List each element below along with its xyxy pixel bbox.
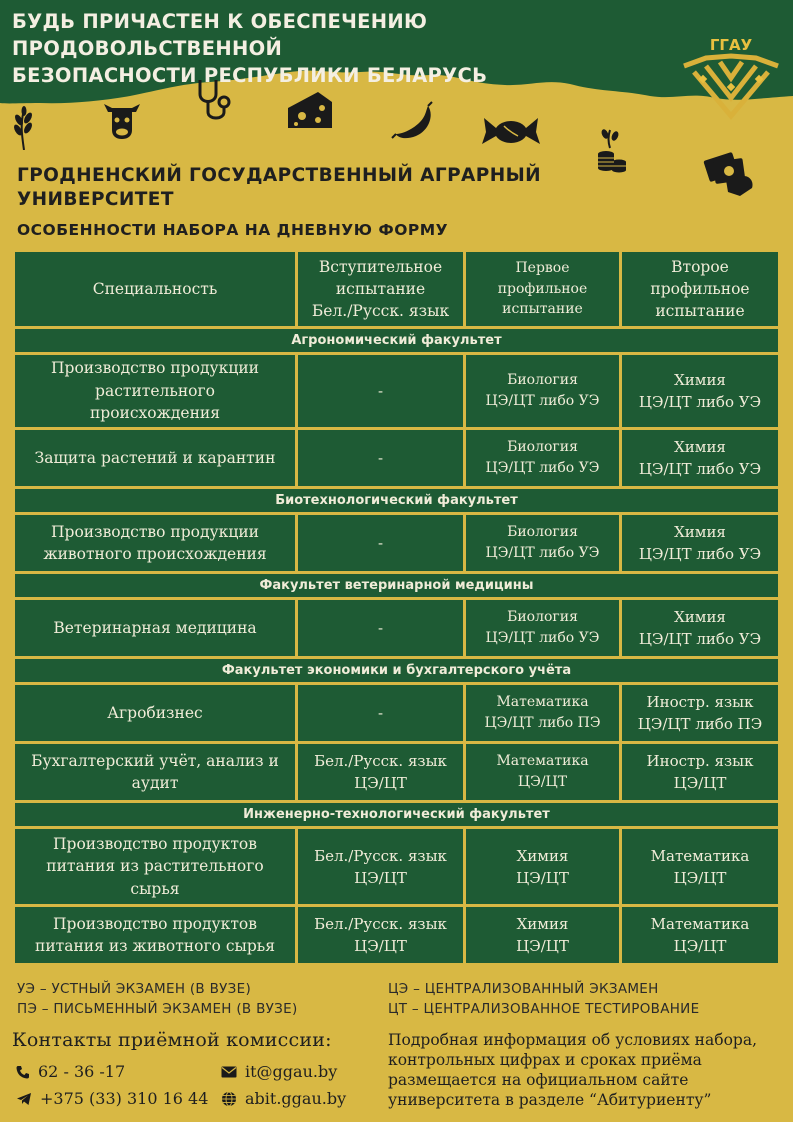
specialty-cell [15,515,295,571]
faculty-agronomy: Агрономический факультет [15,329,778,352]
first-exam-cell [466,600,619,656]
exam-form: ЦЭ/ЦТ [516,937,569,955]
exam-subject: Математика [496,694,589,710]
exam-subject: Биология [507,372,578,388]
exam-form: ЦЭ/ЦТ [673,774,727,792]
entrance-cell: - [298,430,463,486]
exam-subject: Математика [650,846,750,865]
cheese-icon [284,88,336,134]
table-row [15,744,778,800]
exam-subject: Математика [650,915,750,933]
logo-text: ГГАУ [709,36,753,54]
exam-subject: Химия [674,438,726,456]
admission-table [12,249,781,966]
table-row [15,355,778,427]
faculty-engineering: Инженерно-технологический факультет [15,803,778,826]
exam-subject: Химия [516,846,569,865]
exam-subject: Биология [507,439,578,455]
admission-subtitle: ОСОБЕННОСТИ НАБОРА НА ДНЕВНУЮ ФОРМУ [17,221,449,239]
second-exam-cell [622,355,778,427]
header-specialty: Специальность [15,252,295,326]
specialty-line: Производство продукции [51,359,259,378]
specialty-line: Производство продуктов [53,914,257,933]
exam-form: ЦЭ/ЦТ [516,868,569,887]
exam-subject: Химия [674,371,726,389]
entrance-cell: - [298,355,463,427]
exam-subject: Биология [507,609,578,625]
table-row [15,600,778,656]
specialty-cell [15,430,295,486]
second-exam-cell [622,600,778,656]
specialty-line: аудит [131,774,179,792]
exam-form: ЦЭ/ЦТ [354,774,407,792]
legend-pe: ПЭ – ПИСЬМЕННЫЙ ЭКЗАМЕН (В ВУЗЕ) [17,1001,298,1017]
exam-form: ЦЭ/ЦТ либо УЭ [638,545,762,563]
faculty-economics: Факультет экономики и бухгалтерского учёта [15,659,778,682]
info-line: контрольных цифрах и сроках приёма [388,1051,702,1069]
slogan-line-2: БЕЗОПАСНОСТИ РЕСПУБЛИКИ БЕЛАРУСЬ [12,64,488,87]
specialty-line: растительного [95,381,215,400]
entrance-cell [298,907,463,963]
header-first-line: Первое [515,260,570,277]
header-entrance-exam [298,252,463,326]
specialty-line: Бухгалтерский учёт, анализ и [31,751,279,770]
specialty-cell [15,829,295,904]
phone-contact[interactable] [16,1062,125,1081]
specialty-line: Производство продуктов [53,834,257,853]
second-exam-cell [622,744,778,800]
exam-subject: Бел./Русск. язык [314,915,447,933]
exam-form: ЦЭ/ЦТ [354,868,407,887]
telegram-number: +375 (33) 310 16 44 [40,1089,209,1108]
exam-form: ЦЭ/ЦТ [517,774,568,790]
wheat-icon [6,106,42,150]
exam-form: ЦЭ/ЦТ либо ПЭ [637,715,763,733]
second-exam-cell [622,829,778,904]
exam-subject: Бел./Русск. язык [314,846,447,865]
table-row [15,907,778,963]
header-first-line: испытание [502,301,583,318]
header-second-profile-exam [622,252,778,326]
exam-subject: Химия [674,523,726,541]
legend-ue: УЭ – УСТНЫЙ ЭКЗАМЕН (В ВУЗЕ) [17,981,252,997]
email-contact[interactable] [221,1062,337,1081]
faculty-veterinary: Факультет ветеринарной медицины [15,574,778,597]
university-logo [676,36,786,120]
exam-form: ЦЭ/ЦТ [673,868,727,887]
specialty-line: Агробизнес [107,703,203,722]
first-exam-cell [466,430,619,486]
info-text [388,1030,788,1110]
exam-form: ЦЭ/ЦТ либо УЭ [485,393,600,409]
second-exam-cell [622,907,778,963]
specialty-cell [15,600,295,656]
table-row [15,430,778,486]
second-exam-cell [622,685,778,741]
faculty-biotechnology: Биотехнологический факультет [15,489,778,512]
header-entrance-line: испытание [335,280,426,298]
first-exam-cell [466,907,619,963]
specialty-line: питания из животного сырья [35,937,275,955]
specialty-line: происхождения [89,404,221,423]
first-exam-cell [466,355,619,427]
university-name [17,164,617,212]
specialty-line: сырья [130,879,180,898]
entrance-cell: - [298,515,463,571]
header-entrance-line: Вступительное [318,258,443,276]
legend-ct: ЦТ – ЦЕНТРАЛИЗОВАННОЕ ТЕСТИРОВАНИЕ [388,1001,700,1017]
sausage-icon [390,100,438,144]
table-header-row [15,252,778,326]
header-entrance-line: Бел./Русск. язык [311,302,450,320]
specialty-line: питания из растительного [46,857,264,876]
table-row [15,515,778,571]
first-exam-cell [466,829,619,904]
header-banner [0,0,793,160]
specialty-cell [15,907,295,963]
stethoscope-icon [194,76,236,124]
info-line: университета в разделе “Абитуриенту” [388,1091,712,1109]
header-second-line: испытание [655,302,745,320]
specialty-line: Защита растений и карантин [34,448,276,467]
email-address: it@ggau.by [245,1062,338,1081]
legend-left [17,979,298,1019]
money-hand-icon [700,150,756,198]
table-row [15,685,778,741]
exam-form: ЦЭ/ЦТ либо УЭ [485,630,600,646]
specialty-cell [15,685,295,741]
candy-icon [480,112,542,152]
exam-subject: Бел./Русск. язык [314,752,447,770]
exam-subject: Химия [674,608,726,626]
phone-number: 62 - 36 -17 [38,1062,126,1081]
email-icon [221,1066,237,1078]
cow-icon [100,96,144,140]
header-first-line: профильное [497,280,588,297]
exam-form: ЦЭ/ЦТ [354,937,407,955]
entrance-cell [298,744,463,800]
slogan [12,8,692,89]
website-url: abit.ggau.by [245,1089,347,1108]
exam-subject: Химия [516,915,569,933]
website-contact[interactable] [221,1089,346,1108]
telegram-contact[interactable] [16,1089,208,1108]
slogan-line-1: БУДЬ ПРИЧАСТЕН К ОБЕСПЕЧЕНИЮ ПРОДОВОЛЬСТВЕННОЙ [12,10,428,60]
header-second-line: Второе [671,258,729,276]
table-row [15,829,778,904]
specialty-cell [15,744,295,800]
exam-subject: Иностр. язык [646,752,754,770]
contacts-title: Контакты приёмной комиссии: [12,1029,332,1051]
first-exam-cell [466,685,619,741]
exam-form: ЦЭ/ЦТ либо УЭ [638,460,762,478]
legend-right [388,979,699,1019]
exam-form: ЦЭ/ЦТ либо УЭ [485,545,600,561]
first-exam-cell [466,515,619,571]
second-exam-cell [622,515,778,571]
legend-ce: ЦЭ – ЦЕНТРАЛИЗОВАННЫЙ ЭКЗАМЕН [388,981,659,997]
telegram-icon [16,1092,32,1106]
entrance-cell [298,829,463,904]
globe-icon [221,1091,237,1107]
entrance-cell: - [298,600,463,656]
header-first-profile-exam [466,252,619,326]
exam-form: ЦЭ/ЦТ [673,937,727,955]
specialty-line: животного происхождения [43,545,267,563]
phone-icon [16,1065,30,1079]
entrance-cell: - [298,685,463,741]
info-line: размещается на официальном сайте [388,1071,689,1089]
exam-subject: Иностр. язык [646,693,754,711]
specialty-cell [15,355,295,427]
exam-subject: Математика [496,753,589,769]
exam-form: ЦЭ/ЦТ либо УЭ [638,393,762,411]
university-name-line-2: УНИВЕРСИТЕТ [17,189,174,210]
info-line: Подробная информация об условиях набора, [388,1031,758,1049]
exam-subject: Биология [507,524,578,540]
exam-form: ЦЭ/ЦТ либо УЭ [485,460,600,476]
university-name-line-1: ГРОДНЕНСКИЙ ГОСУДАРСТВЕННЫЙ АГРАРНЫЙ [17,165,542,186]
header-second-line: профильное [650,280,750,298]
first-exam-cell [466,744,619,800]
specialty-line: Производство продукции [51,522,259,541]
exam-form: ЦЭ/ЦТ либо УЭ [638,630,762,648]
specialty-line: Ветеринарная медицина [53,618,257,637]
second-exam-cell [622,430,778,486]
exam-form: ЦЭ/ЦТ либо ПЭ [484,715,601,731]
